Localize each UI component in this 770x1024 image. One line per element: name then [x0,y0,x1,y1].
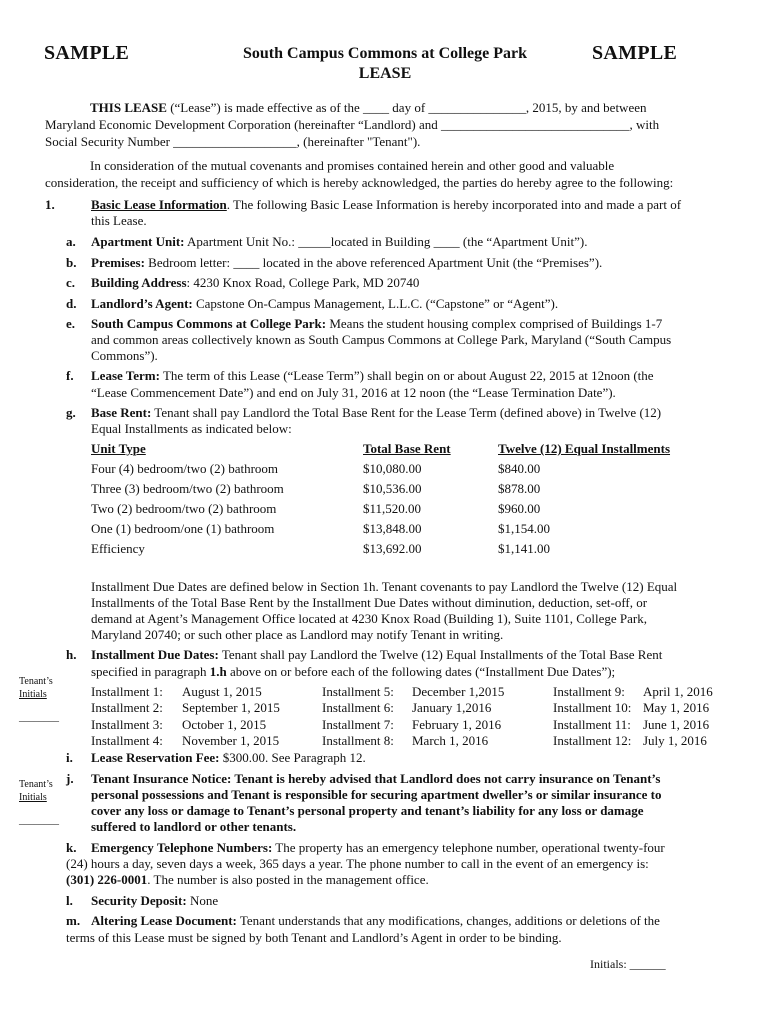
item-m-line-2: terms of this Lease must be signed by both Tenant and Landlord’s Agent in order to be binding. [66,930,562,945]
item-a-line [91,234,587,250]
installment-date: February 1, 2016 [412,717,502,732]
due-text-line-2: Installments of the Total Base Rent by the Installment Due Dates without diminution, deduction, set-off, or [91,595,648,610]
item-e-text: Means the student housing complex comprised of Buildings 1-7 [326,316,663,331]
col-total-base-rent: Total Base Rent [363,441,451,456]
table-row [91,459,731,479]
item-h-line-2 [91,664,615,680]
item-h-label: Installment Due Dates: [91,647,219,662]
sample-watermark-left: SAMPLE [44,42,130,64]
installment-label: Installment 6: [322,700,394,715]
item-b-text: Bedroom letter: ____ located in the above referenced Apartment Unit (the “Premises”). [144,255,603,270]
consideration-line-2: consideration, the receipt and sufficiency of which is hereby acknowledged, the parties do hereby agree to the following: [45,175,674,190]
item-b-label: Premises: [91,255,145,270]
rent-table-header [91,439,731,459]
installment-label: Installment 4: [91,733,163,748]
item-h-line-1 [91,647,662,663]
item-c-letter: c. [66,275,76,290]
installment-label: Installment 8: [322,733,394,748]
initials-blank[interactable]: ________ [19,712,59,723]
section-1-line-1 [91,197,681,213]
item-l-label: Security Deposit: [91,893,187,908]
item-h-letter: h. [66,647,77,662]
item-l-letter: l. [66,893,73,908]
item-e-label: South Campus Commons at College Park: [91,316,327,331]
installment-date: January 1,2016 [412,700,492,715]
item-h-text: Tenant shall pay Landlord the Twelve (12) Equal Installments of the Total Base Rent [218,647,663,662]
table-row [91,539,731,559]
installment-label: Installment 12: [553,733,632,748]
item-d-line [91,296,558,312]
installment-date: March 1, 2016 [412,733,489,748]
document-title [215,44,555,84]
item-j-letter: j. [66,771,74,786]
due-text-line-3: demand at Agent’s Management Office located at 4230 Knox Road (Building 1), Suite 1101, College Park, [91,611,647,626]
item-m-letter: m. [66,913,81,928]
item-h-text-c: above on or before each of the following dates (“Installment Due Dates”); [226,664,616,679]
due-text-line-4: Maryland 20740; or such other place as Landlord may notify Tenant in writing. [91,627,504,642]
table-row [91,519,731,539]
installment-label: Installment 2: [91,700,163,715]
section-1-heading: Basic Lease Information [91,197,227,212]
installment-cell: $1,141.00 [498,541,550,556]
item-a-letter: a. [66,234,76,249]
item-b-letter: b. [66,255,77,270]
section-1-number: 1. [45,197,55,212]
total-rent-cell: $11,520.00 [363,501,422,516]
installment-date: July 1, 2016 [643,733,707,748]
intro-line-1 [90,100,646,116]
item-f-label: Lease Term: [91,368,160,383]
item-m-text: Tenant understands that any modifications, changes, additions or deletions of the [236,913,660,928]
item-j-line-3: cover any loss or damage to Tenant’s personal property and tenant’s liability for any loss or damage [91,803,644,818]
rent-table [91,439,731,559]
unit-type-cell: One (1) bedroom/one (1) bathroom [91,521,275,536]
installment-label: Installment 1: [91,684,163,699]
installment-date: December 1,2015 [412,684,505,699]
item-l-text: None [186,893,219,908]
item-k-text-3: . The number is also posted in the management office. [147,872,429,887]
installment-label: Installment 10: [553,700,632,715]
item-k-text: The property has an emergency telephone number, operational twenty-four [272,840,665,855]
item-d-label: Landlord’s Agent: [91,296,193,311]
item-g-text: Tenant shall pay Landlord the Total Base Rent for the Lease Term (defined above) in Twelve (12) [151,405,662,420]
col-installments: Twelve (12) Equal Installments [498,441,671,456]
item-g-line-2: Equal Installments as indicated below: [91,421,292,436]
unit-type-cell: Three (3) bedroom/two (2) bathroom [91,481,284,496]
item-g-label: Base Rent: [91,405,152,420]
item-m-line-1 [91,913,660,929]
table-row [91,499,731,519]
total-rent-cell: $13,848.00 [363,521,422,536]
item-i-label: Lease Reservation Fee: [91,750,220,765]
installment-date: August 1, 2015 [182,684,262,699]
unit-type-cell: Four (4) bedroom/two (2) bathroom [91,461,279,476]
item-h-text-a: specified in paragraph [91,664,210,679]
intro-lead: THIS LEASE [90,100,167,115]
installment-label: Installment 7: [322,717,394,732]
item-d-letter: d. [66,296,77,311]
col-unit-type: Unit Type [91,441,146,456]
installment-date: June 1, 2016 [643,717,710,732]
installment-cell: $840.00 [498,461,541,476]
footer-initials[interactable]: Initials: ______ [590,957,666,971]
item-j-line-4: suffered to landlord or other tenants. [91,819,297,834]
item-i-text: $300.00. See Paragraph 12. [219,750,366,765]
item-k-letter: k. [66,840,77,855]
total-rent-cell: $10,080.00 [363,461,422,476]
item-f-line-1 [91,368,654,384]
item-c-text: : 4230 Knox Road, College Park, MD 20740 [186,275,420,290]
item-e-line-2: and common areas collectively known as South Campus Commons at College Park, Maryland (“South Campus [91,332,672,347]
title-line-1: South Campus Commons at College Park [242,45,527,62]
intro-line-3: Social Security Number ___________________, (hereinafter "Tenant"). [45,134,421,149]
margin-initials-2 [19,778,59,827]
unit-type-cell: Efficiency [91,541,145,556]
installment-label: Installment 3: [91,717,163,732]
item-j-line-1: Tenant Insurance Notice: Tenant is hereby advised that Landlord does not carry insurance on Tenant’s [91,771,661,786]
item-a-text: Apartment Unit No.: _____located in Building ____ (the “Apartment Unit”). [184,234,588,249]
intro-text: (“Lease”) is made effective as of the ____ day of _______________, 2015, by and between [166,100,647,115]
item-a-label: Apartment Unit: [91,234,185,249]
installment-cell: $960.00 [498,501,541,516]
item-e-letter: e. [66,316,76,331]
item-d-text: Capstone On-Campus Management, L.L.C. (“Capstone” or “Agent”). [192,296,559,311]
margin-label: Initials [19,689,47,700]
installment-label: Installment 5: [322,684,394,699]
item-f-text: The term of this Lease (“Lease Term”) shall begin on or about August 22, 2015 at 12noon (the [159,368,654,383]
installment-date: April 1, 2016 [643,684,713,699]
installment-label: Installment 9: [553,684,625,699]
margin-label: Tenant’s [19,779,53,790]
installment-date: May 1, 2016 [643,700,710,715]
item-h-ref: 1.h [209,664,227,679]
initials-blank[interactable]: ________ [19,815,59,826]
sample-watermark-right: SAMPLE [592,42,678,64]
item-j-line-2: personal possessions and Tenant is responsible for securing apartment dweller’s or similar insurance to [91,787,662,802]
total-rent-cell: $13,692.00 [363,541,422,556]
item-k-line-2: (24) hours a day, seven days a week, 365 days a year. The phone number to call in the event of an emergency is: [66,856,649,871]
table-row [91,479,731,499]
item-e-line-3: Commons”). [91,348,158,363]
installment-cell: $878.00 [498,481,541,496]
item-f-line-2: “Lease Commencement Date”) and end on July 31, 2016 at 12 noon (the “Lease Termination Date”). [91,385,616,400]
installment-date: November 1, 2015 [182,733,280,748]
installment-date: October 1, 2015 [182,717,267,732]
consideration-line-1: In consideration of the mutual covenants and promises contained herein and other good and valuable [90,158,615,173]
section-1-text: . The following Basic Lease Information is hereby incorporated into and made a part of [226,197,682,212]
item-k-line-3 [66,872,429,888]
due-text-line-1: Installment Due Dates are defined below in Section 1h. Tenant covenants to pay Landlord the Twelve (12) Equal [91,579,678,594]
item-c-label: Building Address [91,275,187,290]
unit-type-cell: Two (2) bedroom/two (2) bathroom [91,501,277,516]
item-b-line [91,255,602,271]
item-g-line-1 [91,405,661,421]
intro-line-2: Maryland Economic Development Corporation (hereinafter “Landlord) and _____________________________, with [45,117,660,132]
margin-label: Tenant’s [19,676,53,687]
section-1-line-2: this Lease. [91,213,147,228]
item-c-line [91,275,419,291]
item-e-line-1 [91,316,662,332]
item-k-label: Emergency Telephone Numbers: [91,840,273,855]
margin-label: Initials [19,792,47,803]
item-k-line-1 [91,840,665,856]
emergency-phone: (301) 226-0001 [66,872,148,887]
installment-cell: $1,154.00 [498,521,550,536]
installment-date: September 1, 2015 [182,700,280,715]
item-i-line [91,750,366,766]
item-i-letter: i. [66,750,73,765]
title-line-2: LEASE [358,65,412,82]
item-l-line [91,893,218,909]
item-f-letter: f. [66,368,74,383]
installment-label: Installment 11: [553,717,631,732]
total-rent-cell: $10,536.00 [363,481,422,496]
margin-initials-1 [19,675,59,724]
item-m-label: Altering Lease Document: [91,913,237,928]
item-g-letter: g. [66,405,76,420]
